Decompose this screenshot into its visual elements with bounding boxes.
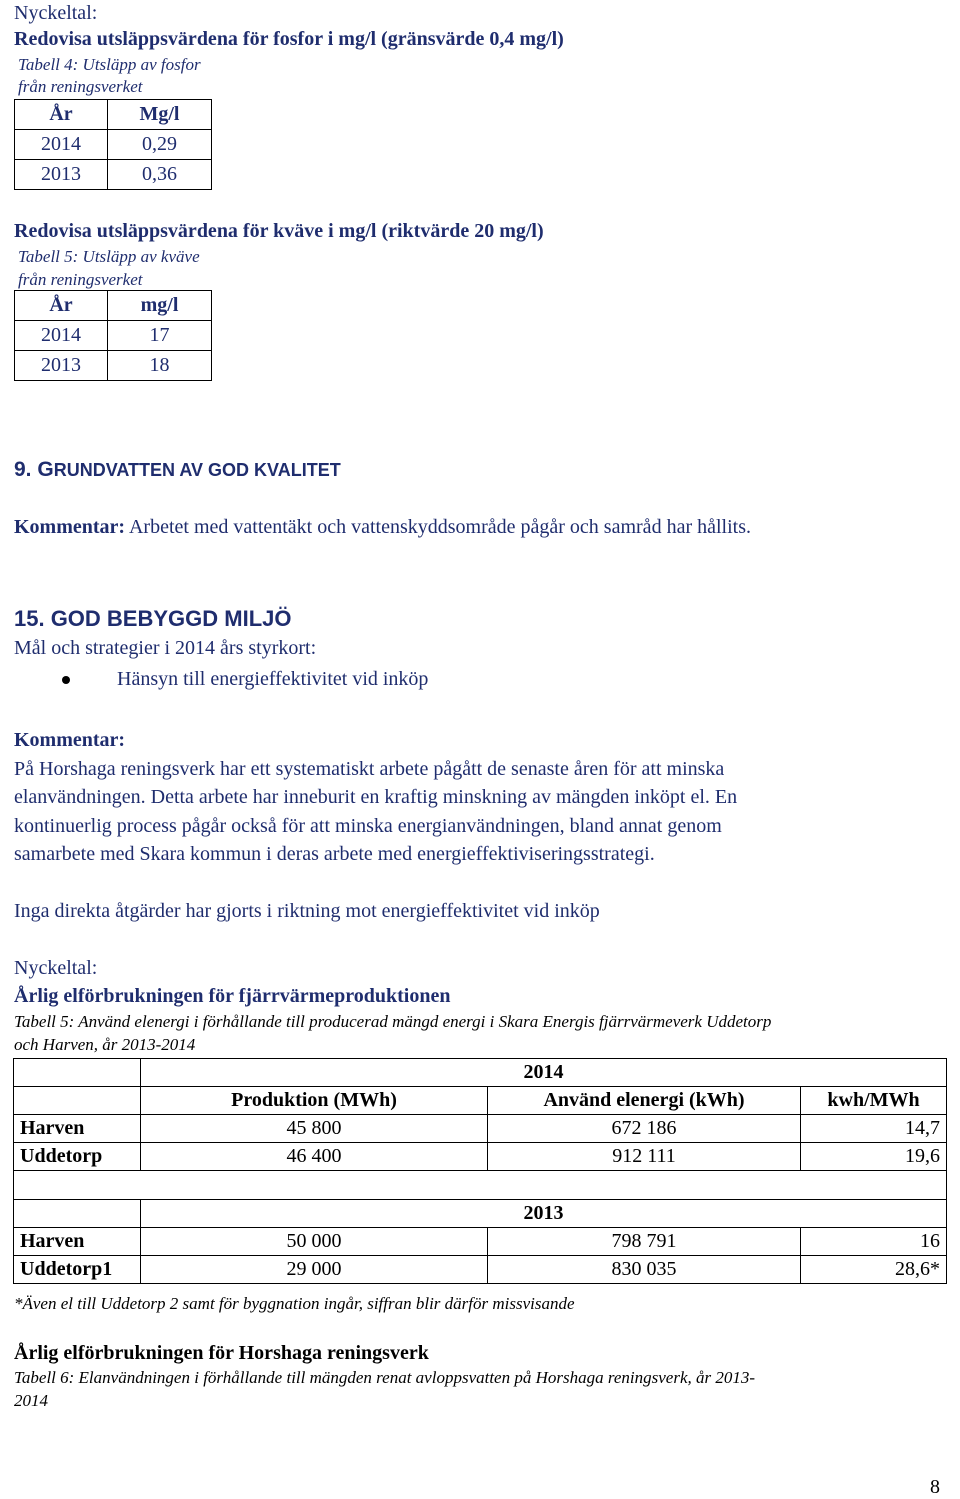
row-name: Harven (14, 1228, 141, 1256)
energy-footnote: *Även el till Uddetorp 2 samt för byggnation ingår, siffran blir därför missvisande (14, 1294, 575, 1313)
cell-prod: 46 400 (141, 1143, 488, 1171)
kvave-title: Redovisa utsläppsvärdena för kväve i mg/l (riktvärde 20 mg/l) (14, 220, 544, 242)
horshaga-caption-line-1: Tabell 6: Elanvändningen i förhållande till mängden renat avloppsvatten på Horshaga reningsverk, år 2013- (14, 1368, 756, 1387)
table-row (14, 1115, 947, 1143)
section-15-heading: 15. GOD BEBYGGD MILJÖ (14, 606, 292, 631)
section-9-title: RUNDVATTEN AV GOD KVALITET (53, 460, 341, 480)
bullet-text: Hänsyn till energieffektivitet vid inköp (117, 668, 429, 690)
comment-label: Kommentar: (14, 516, 126, 538)
nyckeltal-label-2: Nyckeltal: (14, 957, 98, 979)
fjarrvarme-caption-line-2: och Harven, år 2013-2014 (14, 1035, 196, 1054)
year-2014: 2014 (141, 1059, 947, 1087)
fosfor-title: Redovisa utsläppsvärdena för fosfor i mg/l (gränsvärde 0,4 mg/l) (14, 28, 564, 50)
paragraph-line-2: elanvändningen. Detta arbete har inneburit en kraftig minskning av mängden inköpt el. En (14, 786, 738, 808)
col-kwh-per-mwh: kwh/MWh (801, 1087, 947, 1115)
row-name: Uddetorp1 (14, 1256, 141, 1284)
cell-ratio: 19,6 (801, 1143, 947, 1171)
table-header-row (15, 291, 212, 321)
col-produktion: Produktion (MWh) (141, 1087, 488, 1115)
cell-year: 2013 (15, 160, 108, 190)
year-2013: 2013 (141, 1200, 947, 1228)
fosfor-caption-line-2: från reningsverket (18, 77, 143, 96)
cell-el: 798 791 (488, 1228, 801, 1256)
section-9-heading (14, 458, 341, 482)
table-header-row (14, 1087, 947, 1115)
year-row-2013 (14, 1200, 947, 1228)
col-year: År (15, 291, 108, 321)
col-value: mg/l (108, 291, 212, 321)
spacer-row (14, 1171, 947, 1200)
table-row (14, 1256, 947, 1284)
energy-table (13, 1058, 947, 1284)
kvave-caption-line-1: Tabell 5: Utsläpp av kväve (18, 247, 200, 266)
section-9-number: 9. (14, 458, 38, 481)
cell-value: 18 (108, 351, 212, 381)
bullet-icon (62, 676, 70, 684)
table-row (14, 1228, 947, 1256)
col-value: Mg/l (108, 100, 212, 130)
table-row (15, 321, 212, 351)
table-row (15, 130, 212, 160)
cell-value: 17 (108, 321, 212, 351)
inga-atgarder-line: Inga direkta åtgärder har gjorts i riktning mot energieffektivitet vid inköp (14, 900, 600, 922)
section-9-comment (14, 516, 751, 539)
paragraph-line-4: samarbete med Skara kommun i deras arbete med energieffektiviseringsstrategi. (14, 843, 655, 865)
cell-prod: 50 000 (141, 1228, 488, 1256)
fosfor-caption-line-1: Tabell 4: Utsläpp av fosfor (18, 55, 201, 74)
year-row-2014 (14, 1059, 947, 1087)
kvave-caption-line-2: från reningsverket (18, 270, 143, 289)
table-row (15, 351, 212, 381)
fjarrvarme-caption-line-1: Tabell 5: Använd elenergi i förhållande till producerad mängd energi i Skara Energis fjärrvärmeverk Uddetorp (14, 1012, 772, 1031)
fosfor-table (14, 99, 212, 190)
cell-prod: 45 800 (141, 1115, 488, 1143)
cell-value: 0,29 (108, 130, 212, 160)
cell-year: 2013 (15, 351, 108, 381)
fjarrvarme-title: Årlig elförbrukningen för fjärrvärmeproduktionen (14, 985, 451, 1007)
section-15-comment-label: Kommentar: (14, 729, 126, 751)
table-row (14, 1143, 947, 1171)
goals-intro: Mål och strategier i 2014 års styrkort: (14, 637, 317, 659)
horshaga-title: Årlig elförbrukningen för Horshaga reningsverk (14, 1342, 429, 1364)
row-name: Uddetorp (14, 1143, 141, 1171)
cell-el: 830 035 (488, 1256, 801, 1284)
cell-ratio: 14,7 (801, 1115, 947, 1143)
cell-value: 0,36 (108, 160, 212, 190)
cell-prod: 29 000 (141, 1256, 488, 1284)
kvave-table (14, 290, 212, 381)
cell-el: 912 111 (488, 1143, 801, 1171)
paragraph-line-3: kontinuerlig process pågår också för att minska energianvändningen, bland annat genom (14, 815, 722, 837)
section-9-initial: G (37, 458, 54, 481)
row-name: Harven (14, 1115, 141, 1143)
table-header-row (15, 100, 212, 130)
comment-text: Arbetet med vattentäkt och vattenskyddsområde pågår och samråd har hållits. (125, 516, 751, 538)
cell-year: 2014 (15, 130, 108, 160)
cell-year: 2014 (15, 321, 108, 351)
nyckeltal-label: Nyckeltal: (14, 2, 98, 24)
cell-el: 672 186 (488, 1115, 801, 1143)
paragraph-line-1: På Horshaga reningsverk har ett systematiskt arbete pågått de senaste åren för att minska (14, 758, 725, 780)
table-row (15, 160, 212, 190)
page-number: 8 (930, 1476, 940, 1498)
cell-ratio: 16 (801, 1228, 947, 1256)
horshaga-caption-line-2: 2014 (14, 1391, 48, 1410)
col-year: År (15, 100, 108, 130)
col-anvand-elenergi: Använd elenergi (kWh) (488, 1087, 801, 1115)
cell-ratio: 28,6* (801, 1256, 947, 1284)
